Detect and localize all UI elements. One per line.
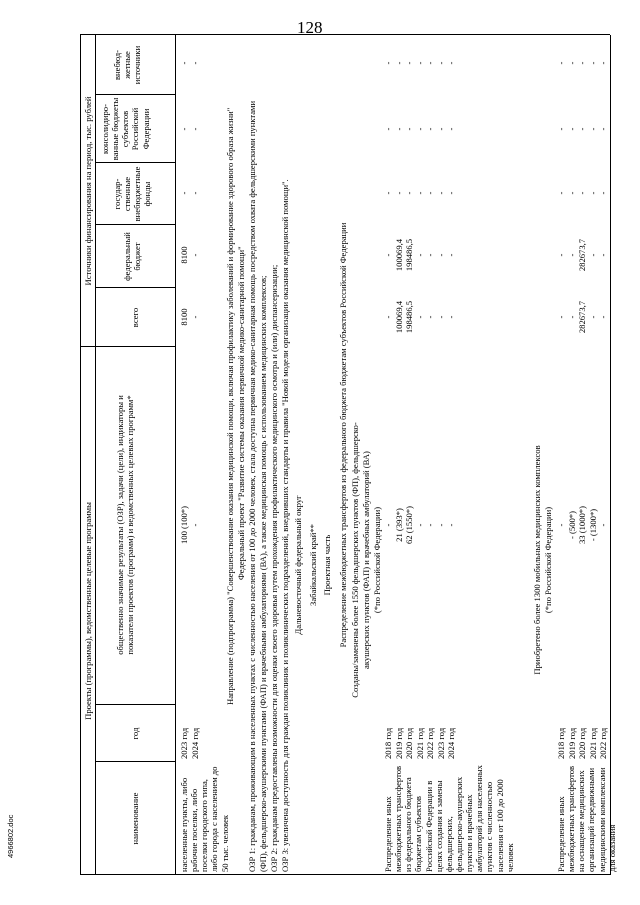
table-right-border: [80, 34, 610, 35]
year-cell: 2019 год: [566, 727, 577, 759]
col-divider-funds: [95, 162, 175, 163]
year-cell: 2024 год: [189, 727, 200, 759]
value-cell: -: [393, 61, 404, 65]
year-cell: 2021 год: [587, 727, 598, 759]
year-cell: 2023 год: [179, 727, 189, 759]
goal-cell: 33 (1000*): [577, 506, 587, 544]
year-cell: 2020 год: [577, 727, 587, 759]
table-left-border: [80, 874, 610, 875]
block2-extra: [383, 41, 457, 85]
header-group-rule: [95, 35, 96, 875]
value-cell: -: [425, 191, 435, 195]
goal-cell: -: [425, 523, 435, 527]
year-cell: 2021 год: [414, 727, 425, 759]
value-cell: -: [404, 127, 414, 131]
value-cell: -: [566, 253, 577, 257]
block2-subheading-3: (*по Российской Федерации): [372, 506, 382, 614]
value-cell: -: [179, 61, 189, 65]
table-top-border: [80, 35, 81, 875]
value-cell: 8100: [179, 308, 189, 326]
part-heading: Проектная часть: [322, 534, 332, 596]
page-number: 128: [297, 18, 323, 37]
block1-goals: [179, 475, 200, 575]
value-cell: -: [446, 253, 456, 257]
goal-cell: 62 (1550*): [404, 506, 414, 544]
header-projects: Проекты (программы), ведомственные целевые программы: [83, 502, 93, 720]
value-cell: -: [414, 61, 425, 65]
goal-cell: -: [383, 523, 393, 527]
value-cell: -: [587, 315, 598, 319]
rotated-table: [80, 35, 617, 875]
value-cell: -: [414, 253, 425, 257]
year-cell: 2018 год: [556, 727, 566, 759]
goal-cell: -: [556, 523, 566, 527]
value-cell: -: [414, 315, 425, 319]
year-cell: 2020 год: [404, 727, 414, 759]
goal-cell: - (500*): [566, 511, 577, 539]
block1-extra: [179, 41, 200, 85]
value-cell: -: [393, 191, 404, 195]
block2-goals: [383, 465, 457, 585]
value-cell: -: [446, 191, 456, 195]
value-cell: -: [383, 61, 393, 65]
value-cell: -: [435, 191, 446, 195]
value-cell: -: [577, 191, 587, 195]
value-cell: -: [435, 127, 446, 131]
value-cell: -: [383, 127, 393, 131]
block1-total: [179, 297, 200, 337]
goal-cell: -: [446, 523, 456, 527]
block3-heading-2: (*по Российской Федерации): [543, 506, 553, 614]
value-cell: -: [556, 315, 566, 319]
value-cell: -: [189, 127, 200, 131]
block3-consolidated: [556, 107, 609, 151]
value-cell: -: [383, 253, 393, 257]
value-cell: -: [435, 253, 446, 257]
value-cell: -: [414, 191, 425, 195]
col-divider-federal: [95, 224, 175, 225]
value-cell: -: [577, 61, 587, 65]
year-cell: 2023 год: [435, 727, 446, 759]
value-cell: -: [556, 127, 566, 131]
block3-name: Распределение иных межбюджетных трансфертов на оснащение медицинских организаций передвижными медицинскими комплексами для оказания: [556, 765, 617, 872]
value-cell: -: [587, 191, 598, 195]
header-goal: общественно значимые результаты (ОЗР), задачи (цели), индикаторы и показатели проектов (программ) и ведомственных целевых программ*: [115, 395, 136, 655]
goal-cell: 100 (100*): [179, 506, 189, 544]
block2-heading: Распределение межбюджетных трансфертов из федерального бюджета бюджетам субъектов Российской Федерации: [338, 222, 348, 648]
ozr1-line1: ОЗР 1: гражданам, проживающим в населенных пунктах с численностью населения от 100 до 2000 человек, стала доступна первичная медико-санитарная помощь посредством охвата фельдшерскими пунктами: [247, 100, 257, 872]
year-cell: 2024 год: [446, 727, 456, 759]
block3-heading-1: Приобретено более 1300 мобильных медицинских комплексов: [532, 445, 542, 675]
value-cell: 198486,5: [404, 238, 414, 272]
value-cell: -: [425, 61, 435, 65]
goal-cell: - (1300*): [587, 508, 598, 542]
ozr1-line2: (ФП), фельдшерско-акушерскими пунктами (ФАП) и врачебными амбулаториями (ВА), а также медицинская помощь с использованием медицинских комплексов;: [258, 275, 268, 872]
value-cell: -: [435, 61, 446, 65]
goal-cell: -: [414, 523, 425, 527]
value-cell: -: [598, 315, 608, 319]
value-cell: -: [425, 315, 435, 319]
value-cell: 282673,7: [577, 238, 587, 272]
value-cell: 282673,7: [577, 300, 587, 334]
value-cell: -: [598, 253, 608, 257]
value-cell: -: [566, 315, 577, 319]
block2-name: Распределение иных межбюджетных трансфертов из федерального бюджета бюджетам субъектов Российской Федерации в целях создания и замены фельдшерских, фельдшерско-акушерских пунктов и врачебных амбулаторий для населенных пунктов с численностью населения от 100 до 2000 человек: [383, 765, 515, 872]
block3-extra: [556, 41, 609, 85]
block3-federal: [556, 228, 609, 282]
value-cell: -: [425, 127, 435, 131]
block3-goals: [556, 465, 609, 585]
value-cell: -: [189, 191, 200, 195]
block2-federal: [383, 228, 457, 282]
value-cell: -: [446, 127, 456, 131]
value-cell: -: [598, 127, 608, 131]
header-extra: внебюд-жетные источники: [112, 45, 143, 85]
value-cell: -: [383, 191, 393, 195]
header-year: год: [130, 727, 140, 740]
region-heading: Забайкальский край**: [308, 524, 318, 606]
block2-state-funds: [383, 171, 457, 215]
value-cell: -: [577, 127, 587, 131]
header-federal: федеральный бюджет: [122, 232, 143, 281]
ozr3-line: ОЗР 3: увеличена доступность для граждан поликлиник и поликлинических подразделений, внедривших стандарты и правила "Новой модели организации оказания медицинской помощи".: [280, 179, 290, 872]
value-cell: -: [189, 253, 200, 257]
value-cell: -: [404, 191, 414, 195]
value-cell: -: [556, 61, 566, 65]
goal-cell: -: [189, 523, 200, 527]
value-cell: -: [598, 61, 608, 65]
block2-subheading-2: акушерских пунктов (ФАП) и врачебных амбулаторий (ВА): [361, 451, 371, 669]
header-financing: Источники финансирования на период, тыс. рублей: [83, 96, 93, 286]
goal-cell: 21 (393*): [393, 508, 404, 542]
value-cell: 8100: [179, 246, 189, 264]
goal-cell: -: [598, 523, 608, 527]
value-cell: -: [598, 191, 608, 195]
value-cell: -: [189, 315, 200, 319]
value-cell: -: [446, 61, 456, 65]
district-heading: Дальневосточный федеральный округ: [293, 495, 303, 635]
value-cell: -: [189, 61, 200, 65]
header-state-funds: государ-ственные внебюджетные фонды: [112, 166, 153, 222]
goal-cell: -: [435, 523, 446, 527]
block3-state-funds: [556, 171, 609, 215]
block2-years: [383, 728, 457, 759]
header-consolidated: консолидиро-ванные бюджеты субъектов Российской Федерации: [100, 97, 151, 161]
block3-total: [556, 291, 609, 343]
value-cell: -: [556, 253, 566, 257]
ozr2-line: ОЗР 2: гражданам предоставлены возможности для оценки своего здоровья путем прохождения профилактического медицинского осмотра и (или) диспансеризации;: [269, 264, 279, 872]
year-cell: 2019 год: [393, 727, 404, 759]
value-cell: -: [587, 253, 598, 257]
year-cell: 2018 год: [383, 727, 393, 759]
direction-heading: Направление (подпрограмма) "Совершенствование оказания медицинской помощи, включая профилактику заболеваний и формирование здорового образа жизни": [225, 107, 235, 705]
block1-name: населенные пункты, либо рабочие поселки, либо поселки городского типа, либо города с населением до 50 тыс. человек: [179, 766, 230, 872]
block1-consolidated: [179, 107, 200, 151]
block1-federal: [179, 233, 200, 277]
value-cell: -: [179, 127, 189, 131]
value-cell: -: [587, 127, 598, 131]
value-cell: -: [566, 127, 577, 131]
block2-consolidated: [383, 107, 457, 151]
table-bottom-border: [610, 35, 611, 875]
value-cell: 198486,5: [404, 300, 414, 334]
value-cell: -: [393, 127, 404, 131]
block1-state-funds: [179, 171, 200, 215]
value-cell: -: [566, 191, 577, 195]
year-cell: 2022 год: [425, 727, 435, 759]
value-cell: -: [425, 253, 435, 257]
block2-subheading-1: Созданы/заменены более 1550 фельдшерских пунктов (ФП), фельдшерско-: [350, 422, 360, 698]
value-cell: -: [556, 191, 566, 195]
file-footer: 4966802.doc: [6, 814, 15, 858]
block3-years: [556, 728, 609, 759]
block2-total: [383, 291, 457, 343]
value-cell: -: [446, 315, 456, 319]
year-cell: 2022 год: [598, 727, 608, 759]
value-cell: 100069,4: [393, 238, 404, 272]
value-cell: -: [383, 315, 393, 319]
value-cell: -: [566, 61, 577, 65]
col-divider-consolidated: [95, 94, 175, 95]
value-cell: -: [179, 191, 189, 195]
group-divider: [80, 346, 175, 347]
header-name: наименование: [130, 792, 140, 845]
federal-project-heading: Федеральный проект "Развитие системы оказания первичной медико-санитарной помощи": [236, 246, 246, 580]
block1-years: [179, 728, 200, 759]
value-cell: 100069,4: [393, 300, 404, 334]
value-cell: -: [404, 61, 414, 65]
value-cell: -: [587, 61, 598, 65]
header-total: всего: [130, 307, 140, 328]
value-cell: -: [414, 127, 425, 131]
value-cell: -: [435, 315, 446, 319]
header-bottom-rule: [175, 35, 176, 875]
